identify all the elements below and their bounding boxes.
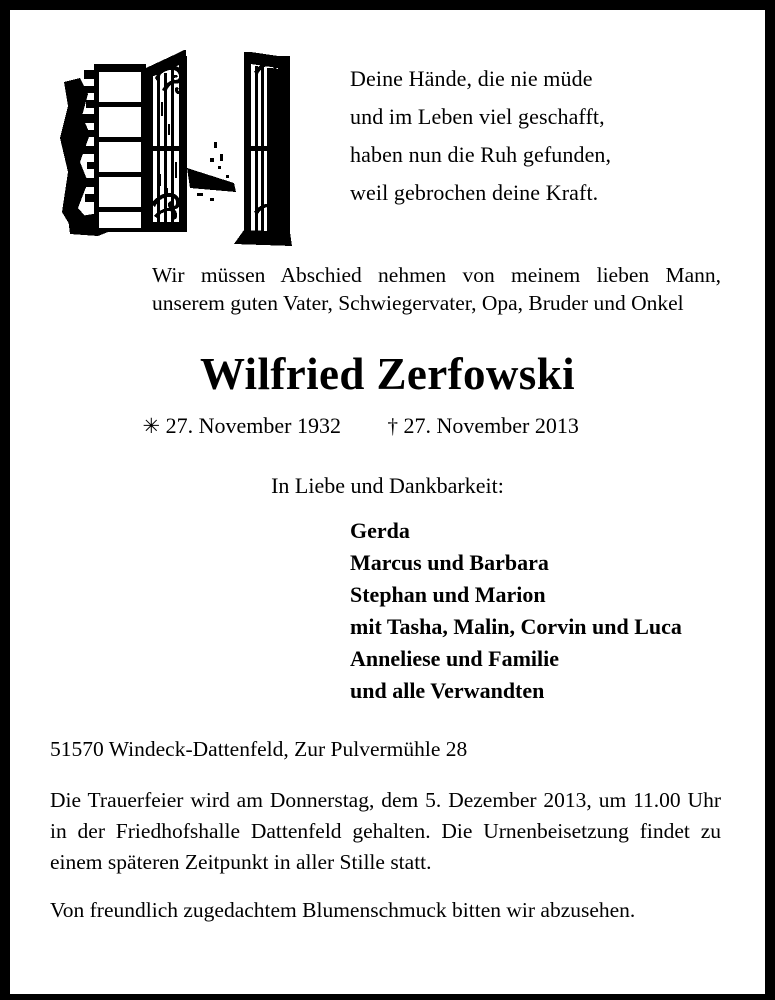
intro-text: Wir müssen Abschied nehmen von meinem lieben Mann, unserem guten Vater, Schwiegervater, Opa, Bruder und Onkel [152, 263, 721, 315]
poem-line-3: haben nun die Ruh gefunden, [350, 142, 612, 167]
family-member: Anneliese und Familie [350, 646, 560, 671]
poem-line-2: und im Leben viel geschafft, [350, 104, 605, 129]
family-member: Gerda [350, 518, 410, 543]
death-date-value: 27. November 2013 [403, 413, 579, 438]
family-member: und alle Verwandten [350, 678, 545, 703]
family-list [350, 515, 765, 707]
flowers-request-text: Von freundlich zugedachtem Blumenschmuck bitten wir abzusehen. [50, 898, 636, 922]
poem-line-4: weil gebrochen deine Kraft. [350, 180, 599, 205]
gratitude-heading: In Liebe und Dankbarkeit: [271, 473, 504, 498]
died-cross-icon: † [387, 414, 398, 438]
notice-content [10, 10, 765, 994]
birth-date [143, 411, 388, 441]
life-dates [10, 411, 765, 441]
cemetery-gate-icon [58, 42, 298, 247]
address-line: 51570 Windeck-Dattenfeld, Zur Pulvermühle 28 [50, 737, 468, 761]
funeral-service-text: Die Trauerfeier wird am Donnerstag, dem 5. Dezember 2013, um 11.00 Uhr in der Friedhofshalle Dattenfeld gehalten. Die Urnenbeisetzung findet zu einem späteren Zeitpunkt in aller Stille statt. [50, 788, 721, 874]
family-member: Marcus und Barbara [350, 550, 549, 575]
family-member: Stephan und Marion [350, 582, 546, 607]
born-star-icon: ✳ [142, 414, 161, 438]
birth-date-value: 27. November 1932 [165, 413, 341, 438]
top-band [10, 10, 765, 245]
poem-line-1: Deine Hände, die nie müde [350, 66, 593, 91]
family-member: mit Tasha, Malin, Corvin und Luca [350, 614, 682, 639]
deceased-name: Wilfried Zerfowski [199, 349, 576, 399]
poem [350, 60, 750, 212]
death-date [388, 411, 633, 441]
